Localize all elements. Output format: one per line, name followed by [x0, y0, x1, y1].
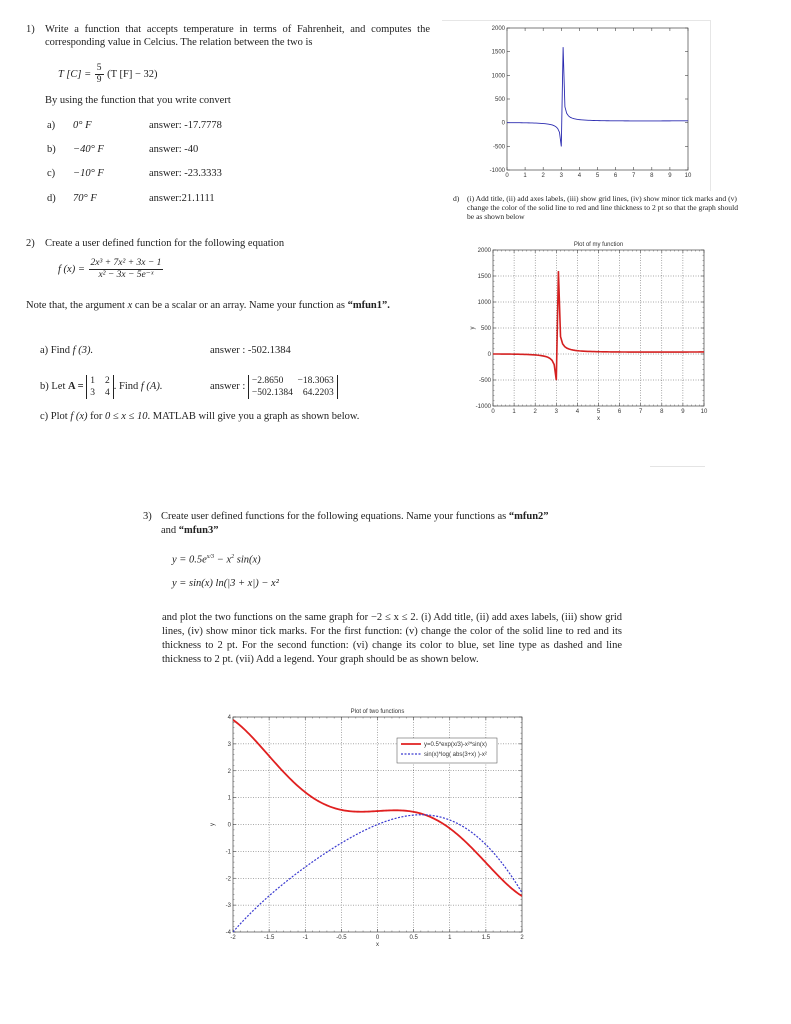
- q2b-expr: f (A).: [140, 381, 163, 392]
- y-tick-label: -500: [492, 144, 505, 151]
- q2c-text: . MATLAB will give you a graph as shown below.: [147, 411, 360, 422]
- matrix-cell: −502.1384: [251, 387, 293, 398]
- y-tick-label: 1500: [491, 49, 505, 56]
- q1-item-value: −10° F: [73, 168, 104, 179]
- x-tick-label: 3: [554, 409, 558, 415]
- y-tick-label: -3: [225, 903, 231, 910]
- function-name: “mfun2”: [508, 511, 549, 522]
- x-tick-label: 7: [632, 173, 636, 179]
- x-tick-label: 10: [684, 173, 692, 179]
- note-var: x: [127, 300, 133, 311]
- q3-eq2: y = sin(x) ln(|3 + x|) − x²: [172, 578, 279, 589]
- legend-label: sin(x)*log( abs(3+x) )-x²: [424, 752, 487, 758]
- q1-item-value: −40° F: [73, 144, 104, 155]
- x-tick-label: 1: [512, 409, 516, 415]
- q2a-answer: answer : -502.1384: [210, 345, 291, 356]
- x-tick-label: -1.5: [263, 935, 275, 941]
- x-tick-label: 2: [520, 935, 524, 941]
- frac-num: 2x³ + 7x² + 3x − 1: [90, 258, 162, 269]
- q2b-text: . Find: [113, 381, 141, 392]
- q2d-label: d): [453, 194, 460, 203]
- plot2-chart: [470, 242, 708, 422]
- y-axis-label: y: [210, 823, 216, 826]
- x-tick-label: 5: [596, 409, 601, 415]
- q1-item-answer: answer: -40: [149, 144, 199, 155]
- x-tick-label: -2: [230, 935, 236, 941]
- q2a-expr: f (3).: [72, 345, 94, 356]
- x-tick-label: -0.5: [336, 935, 347, 941]
- y-tick-label: 3: [227, 741, 231, 748]
- y-axis-label: y: [470, 326, 476, 330]
- y-tick-label: -1000: [489, 168, 505, 174]
- q2d-line2: change the color of the solid line to red and line thickness to 2 pt so that the graph should: [467, 203, 738, 212]
- eq-sup: x/3: [206, 554, 215, 560]
- eq-sup: 2: [231, 554, 235, 560]
- x-tick-label: 0: [491, 409, 495, 415]
- q3-text: and: [161, 525, 179, 536]
- function-name: “mfun1”.: [347, 300, 390, 311]
- q2c-text: c) Plot: [40, 411, 71, 422]
- matrix-cell: 2: [105, 375, 110, 386]
- y-tick-label: 500: [480, 326, 491, 332]
- x-tick-label: 4: [575, 409, 580, 415]
- q2-text-line1: Create a user defined function for the following equation: [45, 238, 285, 249]
- eq-part: y = 0.5e: [172, 554, 207, 566]
- x-tick-label: 5: [595, 173, 600, 179]
- x-tick-label: 7: [639, 409, 643, 415]
- q1-item-label: d): [47, 193, 56, 204]
- y-tick-label: 1500: [477, 274, 491, 280]
- q2-number: 2): [26, 238, 35, 249]
- q1-item-value: 70° F: [73, 193, 97, 204]
- x-tick-label: 1.5: [481, 935, 491, 941]
- frac-num: 5: [96, 63, 102, 74]
- q1-item-label: c): [47, 168, 56, 179]
- y-tick-label: -500: [478, 378, 491, 384]
- matrix-cell: 4: [105, 387, 110, 398]
- x-tick-label: 8: [660, 409, 664, 415]
- matrix-name: A =: [68, 381, 84, 392]
- x-axis-label: x: [376, 942, 379, 948]
- q1-item-value: 0° F: [73, 120, 92, 131]
- x-tick-label: 6: [617, 409, 622, 415]
- q1-item-answer: answer: -23.3333: [149, 168, 222, 179]
- q2c-expr: f (x): [70, 411, 88, 422]
- x-tick-label: 9: [668, 173, 672, 179]
- x-tick-label: 10: [700, 409, 708, 415]
- matrix-cell: −18.3063: [297, 375, 334, 386]
- note-text: can be a scalar or an array. Name your function as: [132, 300, 348, 311]
- x-tick-label: 4: [577, 173, 582, 179]
- x-tick-label: -1: [302, 935, 308, 941]
- x-tick-label: 3: [559, 173, 563, 179]
- q3-number: 3): [143, 511, 152, 522]
- q1-instruction: By using the function that you write convert: [45, 95, 231, 106]
- x-tick-label: 0.5: [409, 935, 418, 941]
- matrix-cell: 64.2203: [302, 387, 334, 398]
- q3-paragraph: and plot the two functions on the same graph for −2 ≤ x ≤ 2. (i) Add title, (ii) add axes labels, (iii) show grid lines, (iv) show minor tick marks. For the first function: (v) change the color of the solid line to red and its thickness to 2 pt. For the second function: (vi) change its color to blue, set line type as dashed and line thickness to 2 pt. (vii) Add a legend. Your graph should be as shown below.: [162, 612, 622, 665]
- frac-den: 9: [96, 75, 102, 86]
- x-tick-label: 2: [541, 173, 545, 179]
- matrix-cell: 3: [90, 387, 95, 398]
- formula-rhs: (T [F] − 32): [107, 69, 158, 80]
- q1-item-answer: answer:21.1111: [149, 193, 215, 204]
- function-name: “mfun3”: [178, 525, 219, 536]
- y-tick-label: -2: [225, 876, 231, 883]
- q2a-text: a) Find: [40, 345, 73, 356]
- frac-den: x² − 3x − 5e⁻ˣ: [98, 270, 154, 281]
- x-tick-label: 8: [650, 173, 654, 179]
- matrix-cell: 1: [90, 375, 95, 386]
- eq-part: sin(x): [234, 554, 261, 566]
- y-tick-label: 1: [227, 795, 231, 802]
- q2c-range: 0 ≤ x ≤ 10: [105, 411, 148, 422]
- y-tick-label: 2: [227, 768, 231, 775]
- answer-label: answer :: [210, 381, 246, 392]
- y-tick-label: -4: [225, 930, 231, 936]
- q2d-line3: be as shown below: [467, 212, 525, 221]
- matrix-cell: −2.8650: [251, 375, 284, 386]
- y-tick-label: -1: [225, 849, 231, 856]
- formula-lhs: T [C] =: [58, 69, 92, 80]
- x-tick-label: 2: [533, 409, 537, 415]
- q2c-text: for: [87, 411, 106, 422]
- x-tick-label: 9: [681, 409, 685, 415]
- q2d-line1: (i) Add title, (ii) add axes labels, (iii) show grid lines, (iv) show minor tick marks and (v): [467, 194, 737, 203]
- q1-text-line1: Write a function that accepts temperature in terms of Fahrenheit, and computes the: [45, 24, 430, 35]
- q1-text-line2: corresponding value in Celcius. The relation between the two is: [45, 37, 313, 48]
- y-tick-label: 0: [227, 822, 231, 829]
- q1-number: 1): [26, 24, 35, 35]
- x-tick-label: 0: [505, 173, 509, 179]
- q1-item-label: a): [47, 120, 56, 131]
- x-tick-label: 1: [523, 173, 527, 179]
- q2b-text: b) Let: [40, 381, 68, 392]
- y-tick-label: 0: [501, 120, 505, 127]
- eq-part: − x: [214, 554, 232, 566]
- y-tick-label: 2000: [477, 248, 491, 254]
- plot-area: [507, 28, 688, 170]
- plot1-chart: [490, 26, 692, 179]
- x-tick-label: 1: [448, 935, 452, 941]
- x-tick-label: 0: [375, 935, 380, 941]
- y-tick-label: 500: [494, 97, 505, 103]
- y-tick-label: -1000: [475, 404, 491, 410]
- q3-text: Create user defined functions for the following equations. Name your functions as: [161, 511, 509, 522]
- x-axis-label: x: [597, 416, 600, 422]
- q1-item-label: b): [47, 144, 56, 155]
- q1-item-answer: answer: -17.7778: [149, 120, 222, 131]
- note-text: Note that, the argument: [26, 300, 128, 311]
- y-tick-label: 0: [487, 352, 491, 358]
- formula-lhs: f (x) =: [58, 264, 85, 275]
- y-tick-label: 2000: [491, 26, 505, 32]
- chart-title: Plot of my function: [573, 242, 624, 248]
- chart-title: Plot of two functions: [350, 709, 405, 715]
- legend-label: y=0.5*exp(x/3)-x²*sin(x): [424, 742, 487, 748]
- x-tick-label: 6: [613, 173, 618, 179]
- plot3-chart: [210, 709, 524, 948]
- y-tick-label: 1000: [491, 73, 505, 80]
- y-tick-label: 4: [227, 715, 231, 721]
- y-tick-label: 1000: [477, 300, 491, 306]
